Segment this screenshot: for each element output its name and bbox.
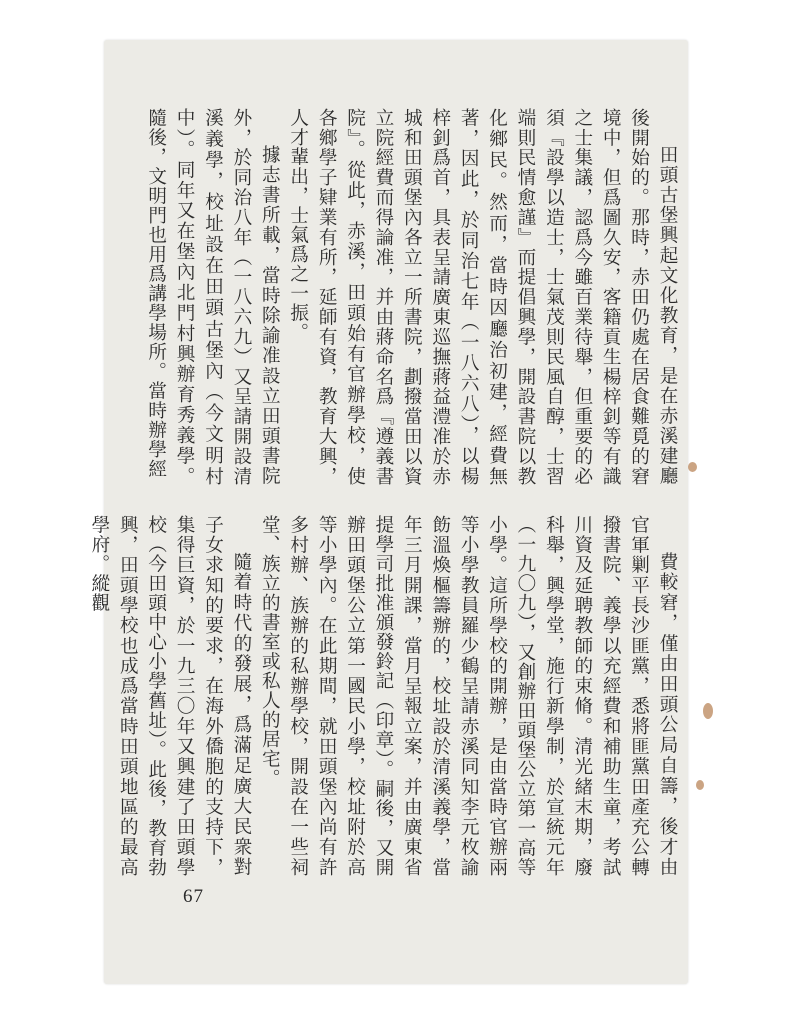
paper-stain-spot — [688, 462, 697, 472]
top-paragraph: 據志書所載，當時除諭准設立田頭書院外，於同治八年（一八六九）又呈請開設清溪義學，校址設在田頭古堡內（今文明村中）。同年又在堡內北門村興辦育秀義學。隨後，文明門也用爲講學場所。當時辦學經 — [145, 108, 281, 486]
top-text-block — [139, 108, 681, 486]
paper-stain-spot — [696, 780, 704, 790]
top-paragraph: 田頭古堡興起文化教育，是在赤溪建廳後開始的。那時，赤田仍處在居食難覓的窘境中，但爲圖久安，客籍貢生楊梓釗等有識之士集議，認爲今雖百業待舉，但重要的必須『設學以造士，士氣茂則民風自醇，士習端則民情愈謹』而提倡興學，開設書院以教化鄉民。然而，當時因廳治初建，經費無著，因此，於同治七年（一八六八），以楊梓釗爲首，具表呈請廣東巡撫蔣益澧准於赤城和田頭堡內各立一所書院，劃撥當田以資立院經費而得論准，并由蔣命名爲『遵義書院』。從此，赤溪，田頭始有官辦學校，使各鄉學子肄業有所，延師有資，教育大興，人才輩出，士氣爲之一振。 — [287, 108, 678, 486]
paper-stain-spot — [703, 703, 713, 719]
bottom-paragraph: 隨着時代的發展，爲滿足廣大民衆對子女求知的要求，在海外僑胞的支持下，集得巨資，於一九三〇年又興建了田頭學校（今田頭中心小學舊址）。此後，教育勃興，田頭學校也成爲當時田頭地區的最高學府。縱觀 — [88, 515, 252, 877]
bottom-paragraph: 費較窘，僅由田頭公局自籌，後才由官軍剿平長沙匪黨，悉將匪黨田產充公轉撥書院、義學以充經費和補助生童，考試川資及延聘教師的束脩。清光緒末期，廢科舉，興學堂，施行新學制，於宣統元年（一九〇九），又創辦田頭堡公立第一高等小學。這所學校的開辦，是由當時官辦兩等小學教員羅少鶴呈請赤溪同知李元枚諭飭溫煥樞籌辦的，校址設於清溪義學，當年三月開課，當月呈報立案，并由廣東省提學司批准頒發鈴記（印章）。嗣後，又開辦田頭堡公立第一國民小學，校址附於高等小學內。在此期間，就田頭堡內尚有許多村辦、族辦的私辦學校，開設在一些祠堂、族立的書室或私人的居宅。 — [259, 515, 678, 877]
page-number: 67 — [183, 886, 204, 907]
bottom-text-block — [88, 515, 681, 877]
